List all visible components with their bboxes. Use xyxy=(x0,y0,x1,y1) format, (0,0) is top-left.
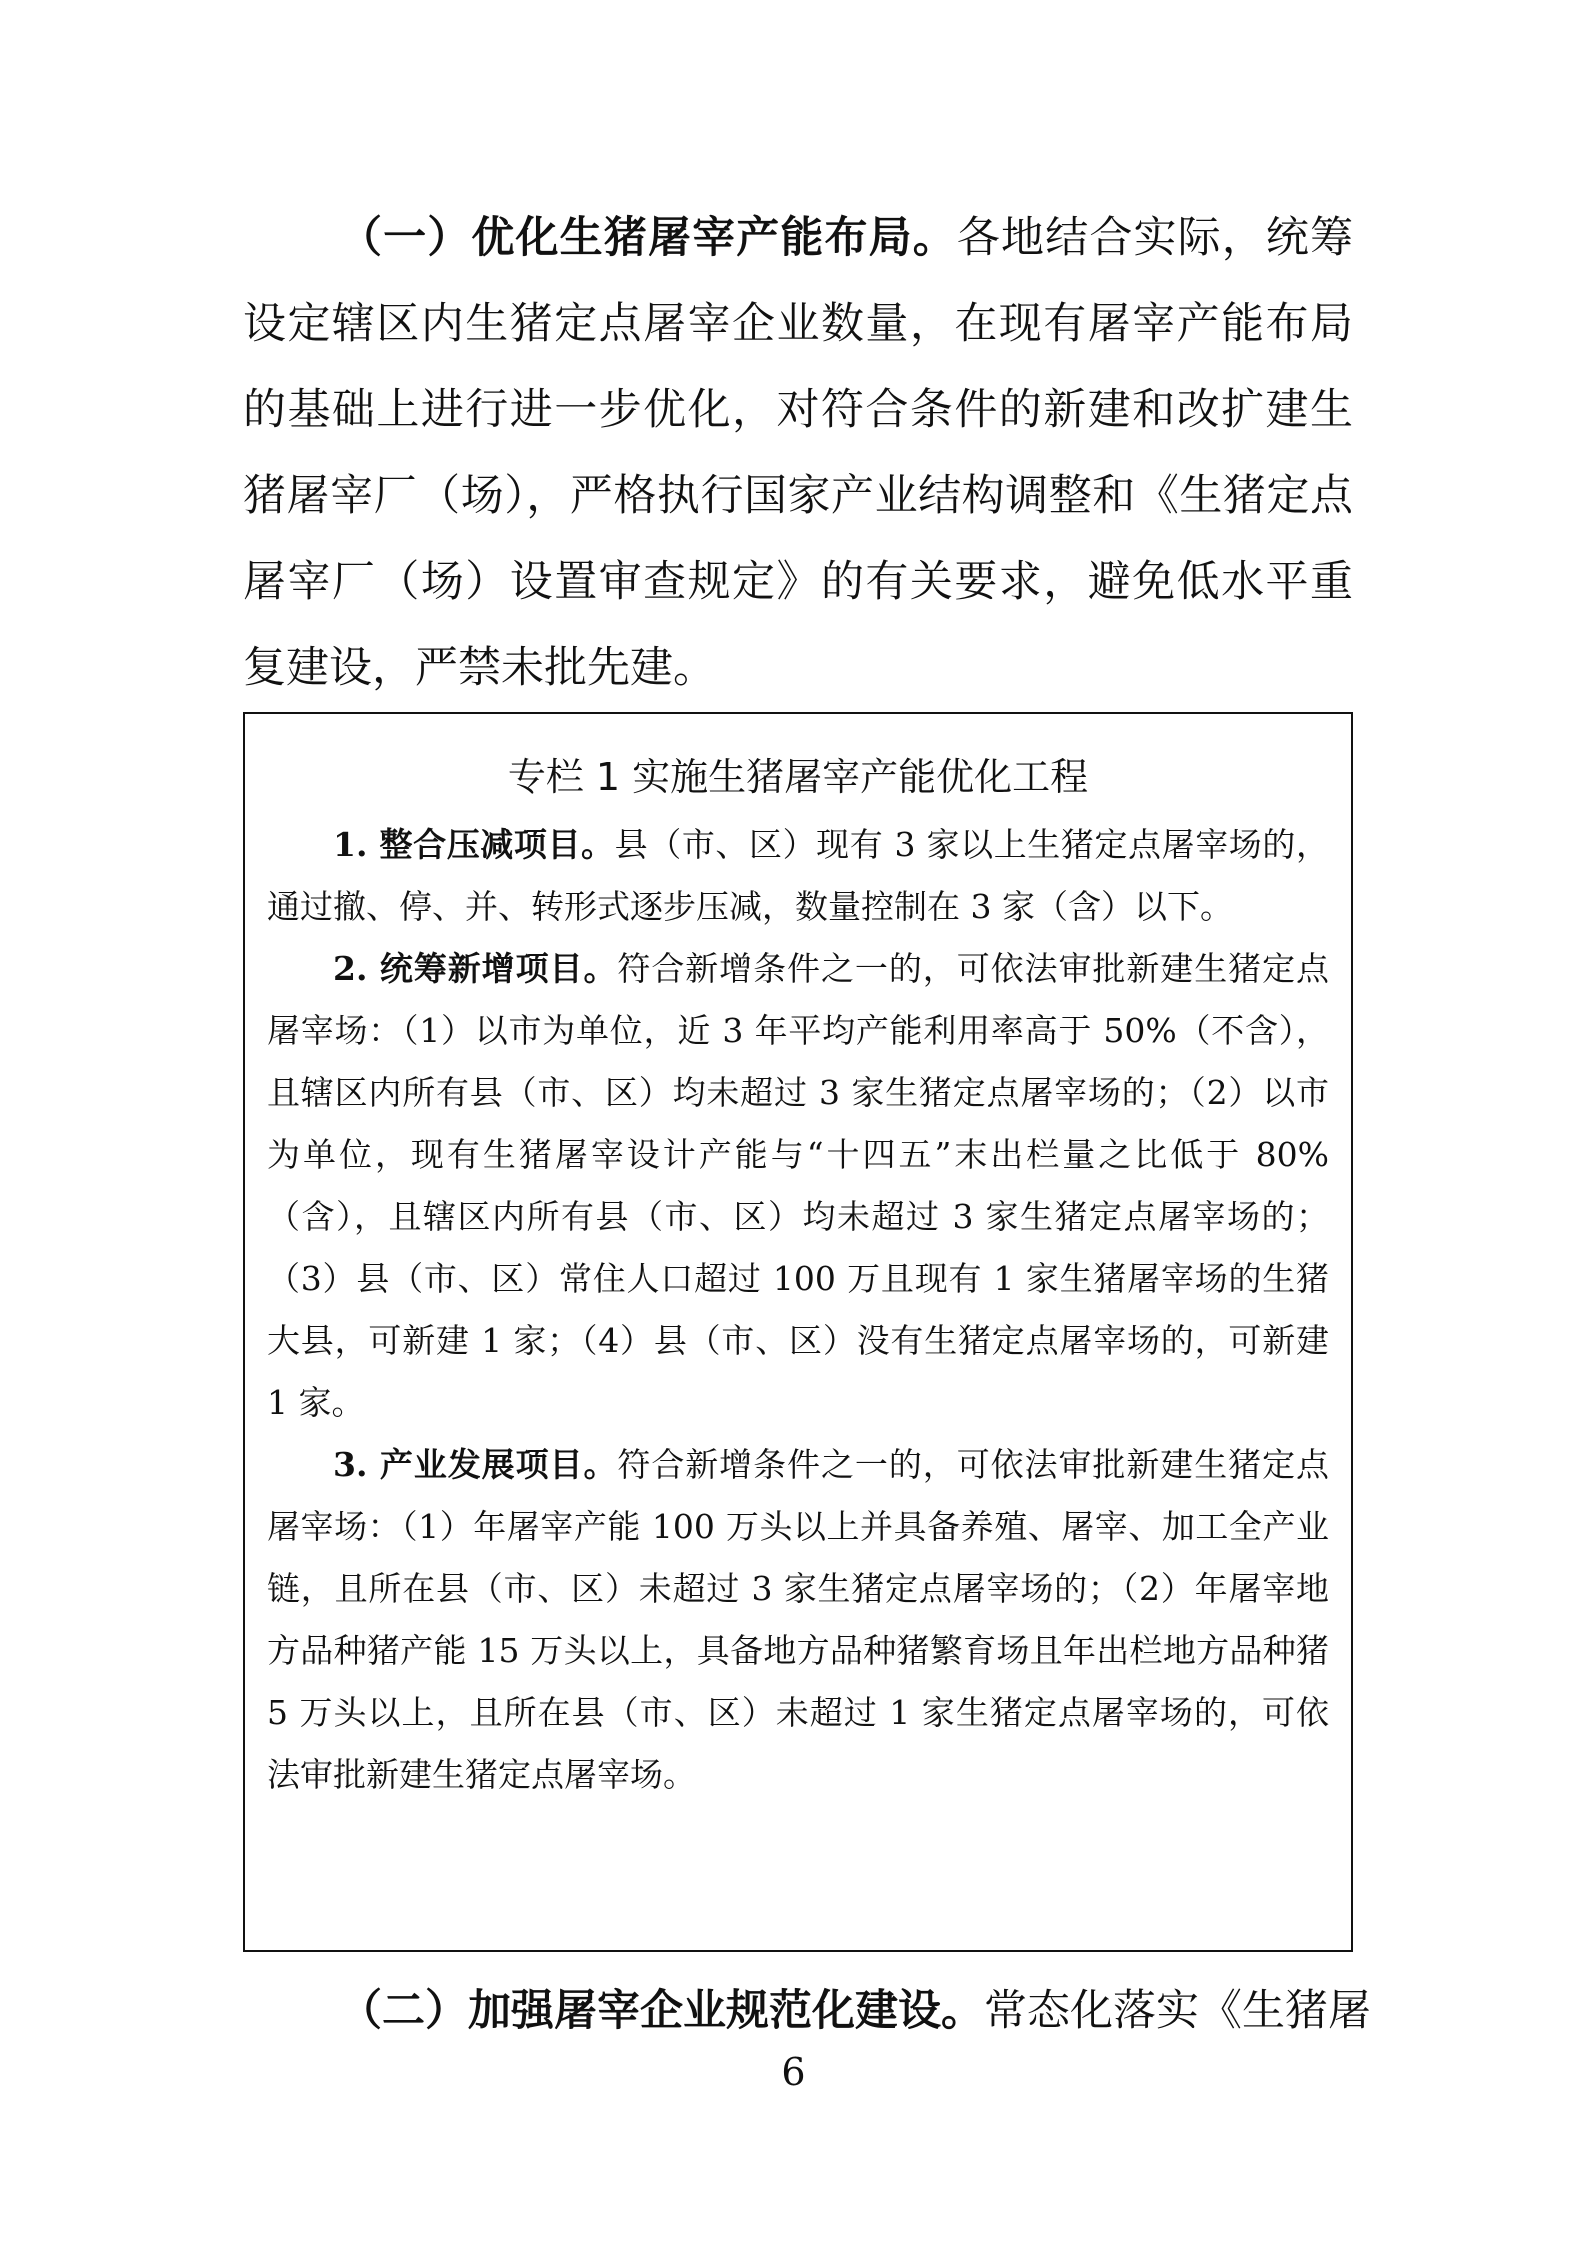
box-item-3-text: 符合新增条件之一的，可依法审批新建生猪定点屠宰场：（1）年屠宰产能 100 万头以上并具备养殖、屠宰、加工全产业链，且所在县（市、区）未超过 3 家生猪定点屠宰场的；（2）年屠宰地方品种猪产能 15 万头以上，具备地方品种猪繁育场且年出栏地方品种猪 5 万头以上，且所在县（市、区）未超过 1 家生猪定点屠宰场的，可依法审批新建生猪定点屠宰场。 xyxy=(267,1445,1329,1794)
box-title: 专栏 1 实施生猪屠宰产能优化工程 xyxy=(507,755,1089,799)
box-item-1 xyxy=(267,814,1329,938)
section-1-text: 各地结合实际，统筹设定辖区内生猪定点屠宰企业数量，在现有屠宰产能布局的基础上进行进一步优化，对符合条件的新建和改扩建生猪屠宰厂（场），严格执行国家产业结构调整和《生猪定点屠宰厂（场）设置审查规定》的有关要求，避免低水平重复建设，严禁未批先建。 xyxy=(243,213,1354,693)
box-item-2 xyxy=(267,938,1329,1434)
special-column-box xyxy=(243,712,1353,1952)
section-2-heading: （二）加强屠宰企业规范化建设。 xyxy=(339,1986,984,2036)
section-1-heading: （一）优化生猪屠宰产能布局。 xyxy=(339,213,957,263)
page-number: 6 xyxy=(781,2050,806,2094)
box-item-3-heading: 3. 产业发展项目。 xyxy=(333,1445,618,1484)
box-item-2-heading: 2. 统筹新增项目。 xyxy=(333,949,618,988)
section-1-paragraph xyxy=(243,195,1353,711)
section-2-paragraph xyxy=(243,1968,1371,2054)
box-item-2-text: 符合新增条件之一的，可依法审批新建生猪定点屠宰场：（1）以市为单位，近 3 年平均产能利用率高于 50%（不含），且辖区内所有县（市、区）均未超过 3 家生猪定点屠宰场的；（2）以市为单位，现有生猪屠宰设计产能与“十四五”末出栏量之比低于 80%（含），且辖区内所有县（市、区）均未超过 3 家生猪定点屠宰场的；（3）县（市、区）常住人口超过 100 万且现有 1 家生猪屠宰场的生猪大县，可新建 1 家；（4）县（市、区）没有生猪定点屠宰场的，可新建 1 家。 xyxy=(267,949,1329,1422)
box-item-1-text: 县（市、区）现有 3 家以上生猪定点屠宰场的，通过撤、停、并、转形式逐步压减，数量控制在 3 家（含）以下。 xyxy=(267,825,1329,926)
box-item-1-heading: 1. 整合压减项目。 xyxy=(333,825,615,864)
box-body xyxy=(267,814,1329,1806)
section-2-text: 常态化落实《生猪屠 xyxy=(984,1986,1371,2036)
box-item-3 xyxy=(267,1434,1329,1806)
